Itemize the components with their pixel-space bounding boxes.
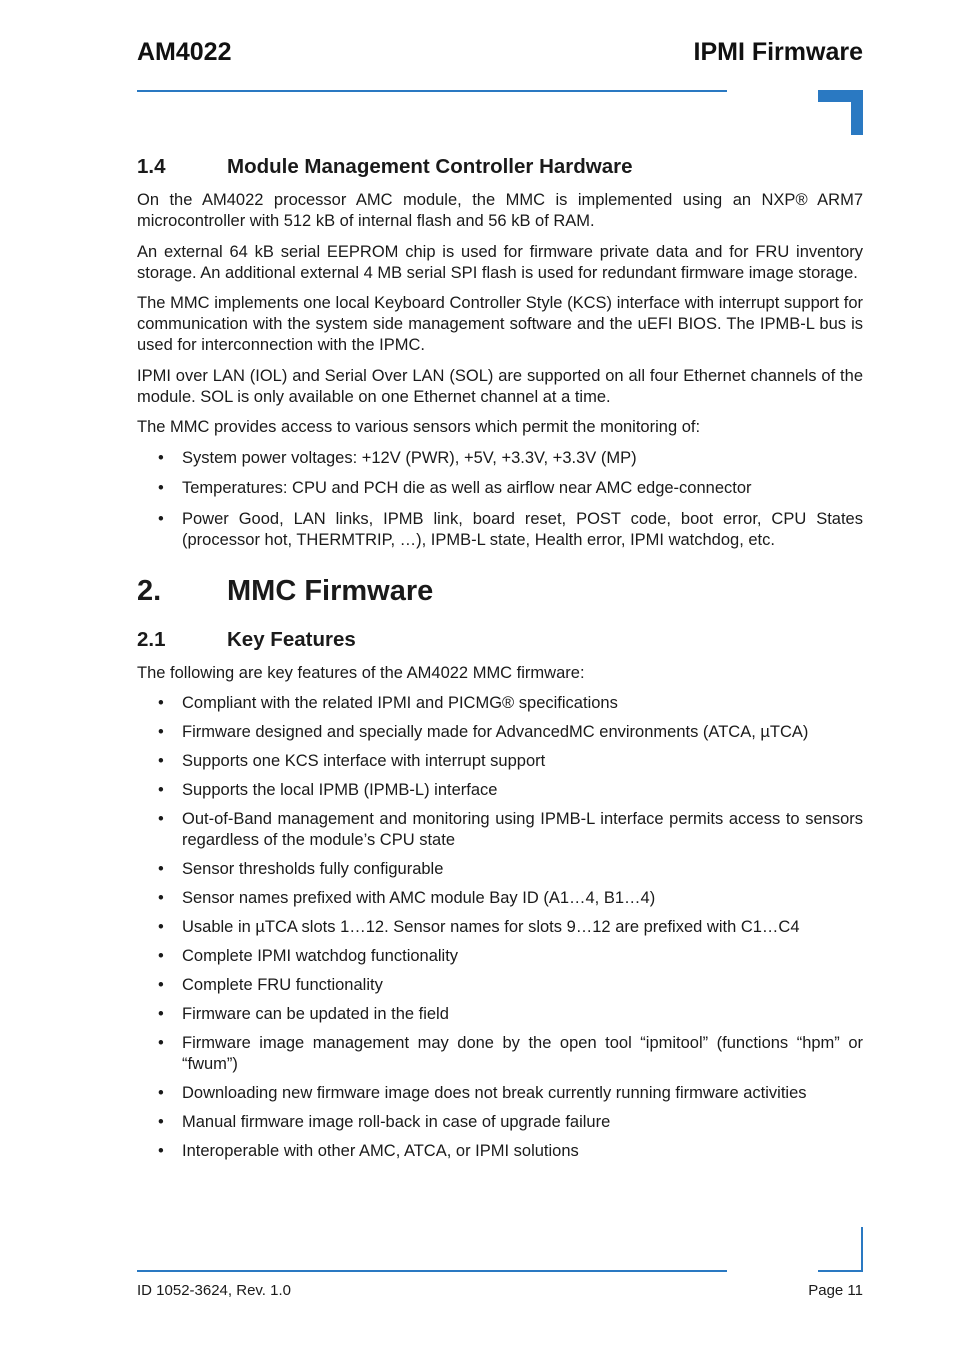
list-item: [137, 946, 863, 967]
list-item-text: Complete IPMI watchdog functionality: [182, 947, 459, 965]
header-rule: [137, 90, 727, 92]
list-item-text: Sensor names prefixed with AMC module Bay ID (A1…4, B1…4): [182, 889, 656, 907]
list-item: [137, 448, 863, 469]
list-item: [137, 917, 863, 938]
list-item-text: Firmware image management may done by the open tool “ipmitool” (functions “hpm” or “fwum”): [182, 1034, 863, 1073]
bullet-icon: •: [158, 723, 164, 741]
list-item: [137, 1141, 863, 1162]
section-number: 2.1: [137, 627, 166, 651]
list-item-text: Supports one KCS interface with interrupt support: [182, 752, 546, 770]
bullet-icon: •: [158, 810, 164, 828]
header-chapter-title: IPMI Firmware: [693, 38, 863, 66]
list-item-text: Firmware can be updated in the field: [182, 1005, 449, 1023]
list-item-text: System power voltages: +12V (PWR), +5V, +3.3V, +3.3V (MP): [182, 448, 637, 467]
bullet-icon: •: [158, 976, 164, 994]
paragraph: The MMC implements one local Keyboard Controller Style (KCS) interface with interrupt support for communication with the system side management software and the uEFI BIOS. The IPMB-L bus is used for interconnection with the IPMC.: [137, 294, 863, 354]
bullet-icon: •: [158, 1034, 164, 1052]
bullet-icon: •: [158, 509, 164, 528]
list-item-text: Downloading new firmware image does not break currently running firmware activities: [182, 1084, 807, 1102]
bullet-icon: •: [158, 1084, 164, 1102]
section-number: 1.4: [137, 155, 166, 178]
bullet-icon: •: [158, 752, 164, 770]
section-heading-2-1: [137, 627, 863, 653]
list-item: [137, 1004, 863, 1025]
bullet-icon: •: [158, 1142, 164, 1160]
bullet-icon: •: [158, 479, 164, 497]
list-item-text: Sensor thresholds fully configurable: [182, 860, 444, 878]
paragraph: An external 64 kB serial EEPROM chip is used for firmware private data and for FRU inventory storage. An additional external 4 MB serial SPI flash is used for redundant firmware image storage.: [137, 242, 863, 282]
section-heading-1-4: [137, 154, 863, 180]
list-item-text: Out-of-Band management and monitoring using IPMB-L interface permits access to sensors regardless of the module’s CPU state: [182, 810, 863, 849]
page-number: Page 11: [808, 1282, 863, 1299]
corner-mark-bottom: [818, 1270, 863, 1272]
list-item: [137, 780, 863, 801]
list-item-text: Temperatures: CPU and PCH die as well as airflow near AMC edge-connector: [182, 479, 752, 497]
list-item-text: Firmware designed and specially made for AdvancedMC environments (ATCA, µTCA): [182, 723, 809, 741]
list-item: [137, 722, 863, 743]
paragraph: The MMC provides access to various sensors which permit the monitoring of:: [137, 418, 701, 436]
list-item: [137, 1112, 863, 1133]
list-item: [137, 975, 863, 996]
document-id: ID 1052-3624, Rev. 1.0: [137, 1282, 291, 1299]
footer-rule: [137, 1270, 727, 1272]
corner-mark-top-vertical: [851, 90, 863, 135]
bullet-icon: •: [158, 889, 164, 907]
bullet-icon: •: [158, 448, 164, 467]
list-item: [137, 859, 863, 880]
list-item-text: Supports the local IPMB (IPMB-L) interface: [182, 781, 498, 799]
sensor-list: [137, 448, 863, 551]
list-item: [137, 1083, 863, 1104]
bullet-icon: •: [158, 1005, 164, 1023]
list-item: [137, 693, 863, 714]
corner-mark-bottom-vertical: [861, 1227, 863, 1272]
list-item-text: Power Good, LAN links, IPMB link, board reset, POST code, boot error, CPU States (processor hot, THERMTRIP, …), IPMB-L state, Health error, IPMI watchdog, etc.: [182, 509, 863, 549]
list-item-text: Usable in µTCA slots 1…12. Sensor names for slots 9…12 are prefixed with C1…C4: [182, 918, 800, 936]
list-item: [137, 478, 863, 499]
list-item-text: Manual firmware image roll-back in case of upgrade failure: [182, 1113, 611, 1131]
bullet-icon: •: [158, 694, 164, 712]
chapter-number: 2.: [137, 574, 162, 607]
section-title: Key Features: [227, 627, 356, 651]
paragraph: The following are key features of the AM4022 MMC firmware:: [137, 663, 585, 682]
list-item-text: Compliant with the related IPMI and PICMG® specifications: [182, 694, 618, 712]
bullet-icon: •: [158, 1113, 164, 1131]
paragraph: On the AM4022 processor AMC module, the MMC is implemented using an NXP® ARM7 microcontroller with 512 kB of internal flash and 56 kB of RAM.: [137, 191, 863, 230]
bullet-icon: •: [158, 918, 164, 936]
bullet-icon: •: [158, 947, 164, 965]
key-features-list: [137, 693, 863, 1162]
list-item: [137, 1033, 863, 1075]
page-content: [137, 154, 863, 1170]
list-item-text: Interoperable with other AMC, ATCA, or IPMI solutions: [182, 1142, 579, 1160]
paragraph: IPMI over LAN (IOL) and Serial Over LAN (SOL) are supported on all four Ethernet channels of the module. SOL is only available on one Ethernet channel at a time.: [137, 366, 863, 406]
bullet-icon: •: [158, 781, 164, 799]
header-product: AM4022: [137, 38, 232, 66]
chapter-heading-2: [137, 573, 863, 609]
chapter-title: MMC Firmware: [227, 574, 434, 607]
list-item-text: Complete FRU functionality: [182, 976, 383, 994]
bullet-icon: •: [158, 860, 164, 878]
list-item: [137, 809, 863, 851]
list-item: [137, 888, 863, 909]
section-title: Module Management Controller Hardware: [227, 155, 633, 178]
list-item: [137, 509, 863, 551]
list-item: [137, 751, 863, 772]
